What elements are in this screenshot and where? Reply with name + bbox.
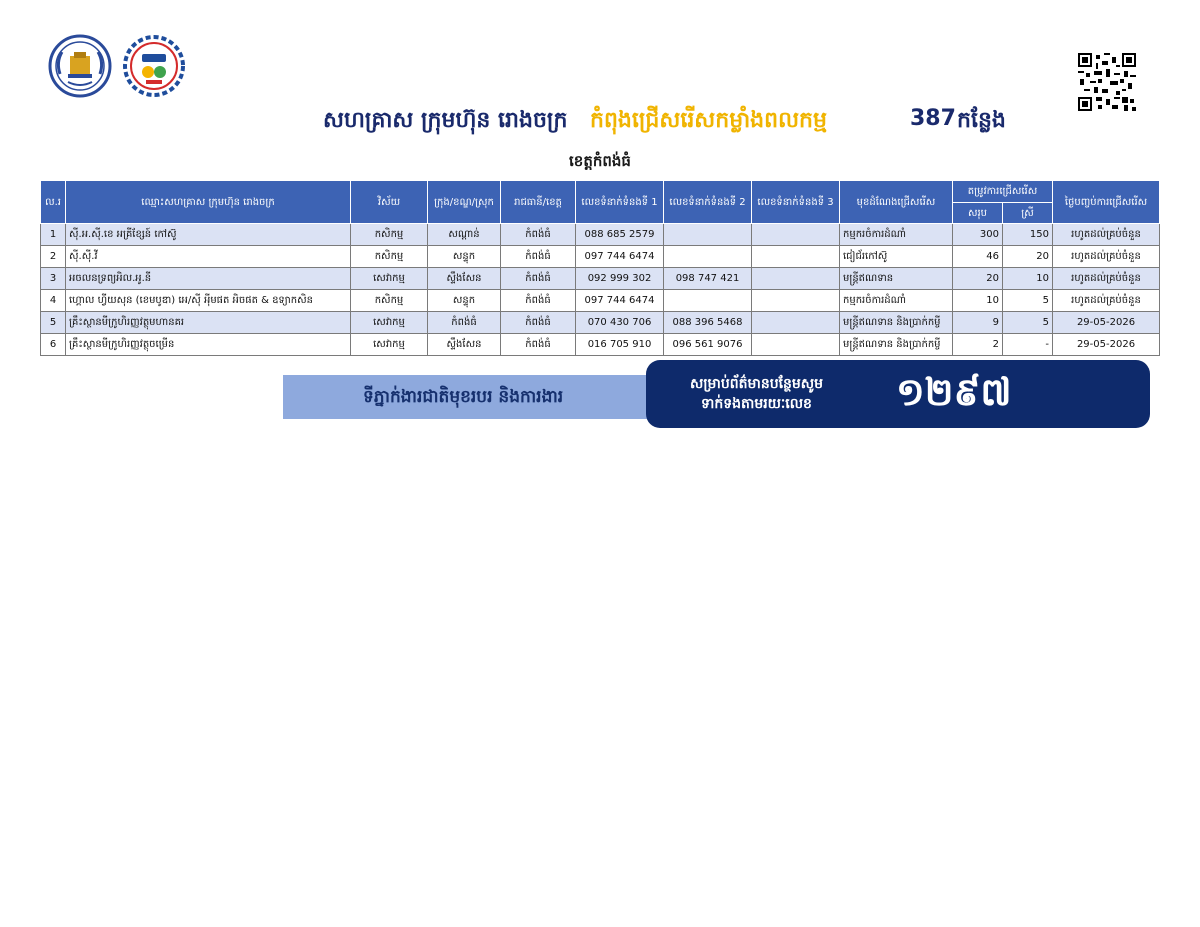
cell-company: គ្រឹះស្ថានមីក្រូហិរញ្ញវត្ថុចម្រើន	[66, 334, 351, 356]
header-phone2: លេខទំនាក់ទំនងទី 2	[664, 181, 752, 224]
header-need-total: សរុប	[953, 203, 1003, 224]
qr-code-icon	[1078, 53, 1136, 111]
header-phone1: លេខទំនាក់ទំនងទី 1	[576, 181, 664, 224]
header-district: ក្រុង/ខណ្ឌ/ស្រុក	[428, 181, 501, 224]
cell-phone2	[664, 290, 752, 312]
cell-deadline: រហូតដល់គ្រប់ចំនួន	[1053, 268, 1160, 290]
table-row	[41, 334, 1160, 356]
cell-position: កម្មករចំការដំណាំ	[840, 224, 953, 246]
cell-phone3	[752, 224, 840, 246]
cell-total: 10	[953, 290, 1003, 312]
cell-total: 2	[953, 334, 1003, 356]
province-subtitle: ខេត្តកំពង់ធំ	[569, 152, 631, 170]
cell-total: 9	[953, 312, 1003, 334]
jobs-table	[40, 180, 1160, 356]
header-need-female: ស្រី	[1003, 203, 1053, 224]
cell-no: 3	[41, 268, 66, 290]
cell-phone2: 098 747 421	[664, 268, 752, 290]
cell-province: កំពង់ធំ	[501, 246, 576, 268]
cell-phone3	[752, 268, 840, 290]
cell-female: 5	[1003, 290, 1053, 312]
title-main: សហគ្រាស ក្រុមហ៊ុន រោងចក្រ	[323, 108, 568, 133]
table-row	[41, 224, 1160, 246]
table-header-row	[41, 181, 1160, 203]
cell-sector: កសិកម្ម	[351, 290, 428, 312]
cell-district: សណ្ដាន់	[428, 224, 501, 246]
cell-total: 20	[953, 268, 1003, 290]
cell-female: 150	[1003, 224, 1053, 246]
cell-province: កំពង់ធំ	[501, 224, 576, 246]
cell-position: ជៀជ័រកៅស៊ូ	[840, 246, 953, 268]
header-no: ល.រ	[41, 181, 66, 224]
cell-position: មន្ត្រីឥណទាន និងប្រាក់កម្ចី	[840, 312, 953, 334]
cell-female: 5	[1003, 312, 1053, 334]
cell-deadline: 29-05-2026	[1053, 312, 1160, 334]
table-row	[41, 268, 1160, 290]
cell-company: ស៊ី.ស៊ី.វី	[66, 246, 351, 268]
header-company: ឈ្មោះសហគ្រាស ក្រុមហ៊ុន រោងចក្រ	[66, 181, 351, 224]
cell-deadline: រហូតដល់គ្រប់ចំនួន	[1053, 290, 1160, 312]
cell-province: កំពង់ធំ	[501, 312, 576, 334]
agency-name: ទីភ្នាក់ងារជាតិមុខរបរ និងការងារ	[363, 387, 564, 407]
position-unit: កន្លែង	[957, 108, 1006, 133]
cell-province: កំពង់ធំ	[501, 268, 576, 290]
cell-phone2	[664, 246, 752, 268]
agency-gear-logo-icon	[122, 34, 186, 98]
title-highlight: កំពុងជ្រើសរើសកម្លាំងពលកម្ម	[590, 108, 827, 133]
cell-phone1: 097 744 6474	[576, 246, 664, 268]
cell-phone1: 097 744 6474	[576, 290, 664, 312]
cell-phone3	[752, 246, 840, 268]
position-count: 387	[910, 106, 956, 131]
cell-phone3	[752, 334, 840, 356]
cell-phone1: 016 705 910	[576, 334, 664, 356]
table-row	[41, 290, 1160, 312]
cell-sector: សេវាកម្ម	[351, 312, 428, 334]
cell-position: កម្មករចំការដំណាំ	[840, 290, 953, 312]
cell-phone1: 092 999 302	[576, 268, 664, 290]
cell-phone2: 096 561 9076	[664, 334, 752, 356]
cell-company: ស៊ី.អ.ស៊ី.ខេ អគ្រីខ្សែន៍ កៅស៊ូ	[66, 224, 351, 246]
agency-banner	[283, 375, 663, 419]
header-sector: វិស័យ	[351, 181, 428, 224]
cell-female: 10	[1003, 268, 1053, 290]
cell-total: 46	[953, 246, 1003, 268]
cell-province: កំពង់ធំ	[501, 334, 576, 356]
hotline-number: ១២៩៧	[896, 370, 1012, 414]
cell-no: 6	[41, 334, 66, 356]
cell-district: ស្ទឹងសែន	[428, 334, 501, 356]
header-need-group: តម្រូវការជ្រើសរើស	[953, 181, 1053, 203]
cell-district: សន្ទុក	[428, 290, 501, 312]
cell-deadline: រហូតដល់គ្រប់ចំនួន	[1053, 224, 1160, 246]
header-phone3: លេខទំនាក់ទំនងទី 3	[752, 181, 840, 224]
cell-no: 1	[41, 224, 66, 246]
cell-deadline: រហូតដល់គ្រប់ចំនួន	[1053, 246, 1160, 268]
cell-sector: កសិកម្ម	[351, 224, 428, 246]
contact-text-line2: ទាក់ទងតាមរយៈលេខ	[701, 396, 812, 412]
cell-total: 300	[953, 224, 1003, 246]
cell-district: សន្ទុក	[428, 246, 501, 268]
cell-no: 5	[41, 312, 66, 334]
cell-phone2: 088 396 5468	[664, 312, 752, 334]
cell-company: ហ្គោល ហ្វីយសុន (ខេមបូឌា) អេ/ស៊ី អុីមផត អិចផត & ឧទ្យាកសិន	[66, 290, 351, 312]
cell-position: មន្ត្រីឥណទាន និងប្រាក់កម្ចី	[840, 334, 953, 356]
cell-phone1: 070 430 706	[576, 312, 664, 334]
header-position: មុខដំណែងជ្រើសរើស	[840, 181, 953, 224]
cell-deadline: 29-05-2026	[1053, 334, 1160, 356]
ministry-seal-icon	[48, 34, 112, 98]
cell-sector: សេវាកម្ម	[351, 334, 428, 356]
contact-text-line1: សម្រាប់ព័ត៌មានបន្ថែមសូម	[690, 376, 824, 392]
cell-female: 20	[1003, 246, 1053, 268]
table-row	[41, 246, 1160, 268]
cell-phone3	[752, 312, 840, 334]
cell-phone2	[664, 224, 752, 246]
cell-phone1: 088 685 2579	[576, 224, 664, 246]
cell-company: អចលនទ្រព្យអិល.អូ.នី	[66, 268, 351, 290]
hotline-banner	[646, 360, 1150, 428]
page-title	[0, 106, 1200, 142]
table-row	[41, 312, 1160, 334]
cell-no: 4	[41, 290, 66, 312]
cell-district: កំពង់ធំ	[428, 312, 501, 334]
header-deadline: ថ្ងៃបញ្ចប់ការជ្រើសរើស	[1053, 181, 1160, 224]
cell-district: ស្ទឹងសែន	[428, 268, 501, 290]
cell-sector: កសិកម្ម	[351, 246, 428, 268]
cell-company: គ្រឹះស្ថានមីក្រូហិរញ្ញវត្ថុមហានគរ	[66, 312, 351, 334]
cell-province: កំពង់ធំ	[501, 290, 576, 312]
cell-no: 2	[41, 246, 66, 268]
header-province: រាជធានី/ខេត្ត	[501, 181, 576, 224]
cell-female: -	[1003, 334, 1053, 356]
cell-sector: សេវាកម្ម	[351, 268, 428, 290]
cell-position: មន្ត្រីឥណទាន	[840, 268, 953, 290]
cell-phone3	[752, 290, 840, 312]
